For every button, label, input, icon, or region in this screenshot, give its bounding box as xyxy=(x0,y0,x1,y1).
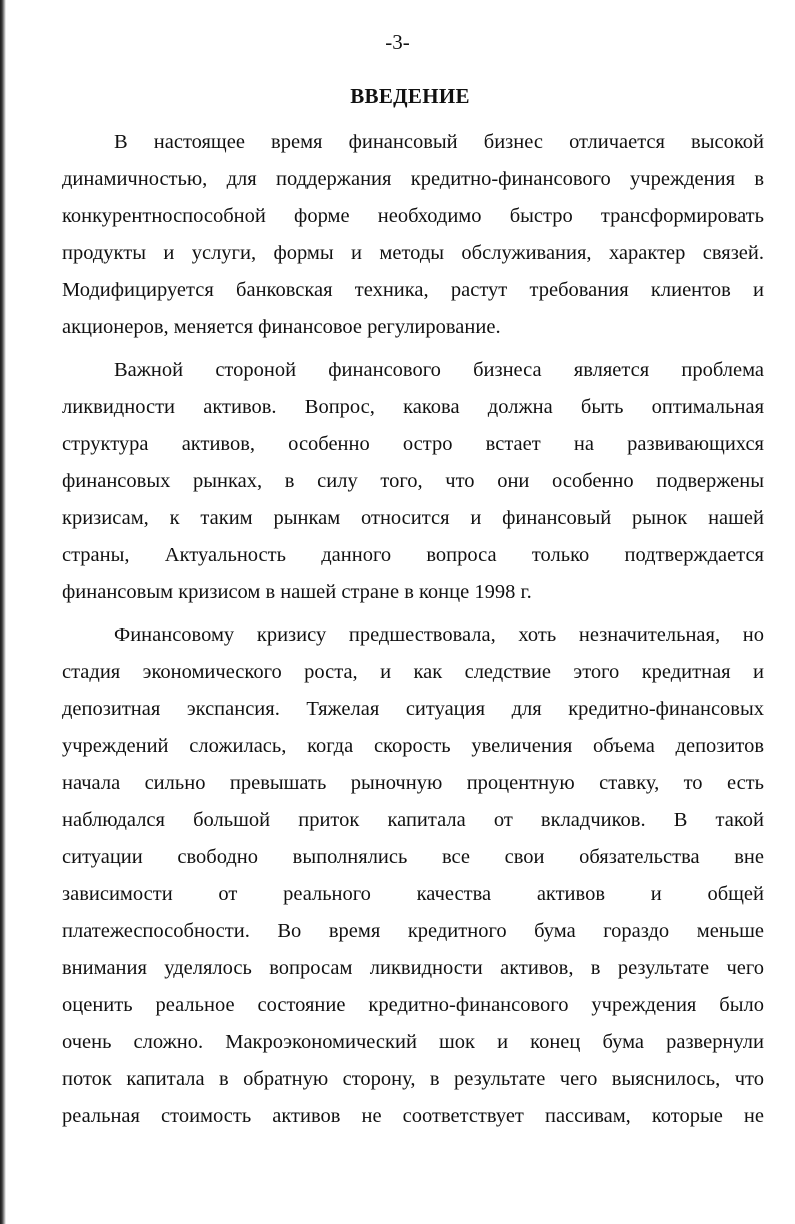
text-line: структура активов, особенно остро встает на развивающихся xyxy=(62,433,764,455)
text-line: финансовых рынках, в силу того, что они особенно подвержены xyxy=(62,470,764,492)
document-body xyxy=(62,124,764,1135)
text-line: зависимости от реального качества активов и общей xyxy=(62,883,764,905)
text-line: страны, Актуальность данного вопроса только подтверждается xyxy=(62,544,764,566)
text-line: ситуации свободно выполнялись все свои обязательства вне xyxy=(62,846,764,868)
text-line: оценить реальное состояние кредитно-финансового учреждения было xyxy=(62,994,764,1016)
text-line: кризисам, к таким рынкам относится и финансовый рынок нашей xyxy=(62,507,764,529)
text-line: ликвидности активов. Вопрос, какова должна быть оптимальная xyxy=(62,396,764,418)
text-line: платежеспособности. Во время кредитного бума гораздо меньше xyxy=(62,920,764,942)
text-line: Финансовому кризису предшествовала, хоть незначительная, но xyxy=(114,624,764,646)
scan-edge-shadow xyxy=(0,0,6,1224)
text-line: В настоящее время финансовый бизнес отличается высокой xyxy=(114,131,764,153)
text-line: акционеров, меняется финансовое регулирование. xyxy=(62,316,501,338)
text-line: стадия экономического роста, и как следствие этого кредитная и xyxy=(62,661,764,683)
paragraph-2 xyxy=(62,352,764,611)
text-line: внимания уделялось вопросам ликвидности активов, в результате чего xyxy=(62,957,764,979)
text-line: депозитная экспансия. Тяжелая ситуация для кредитно-финансовых xyxy=(62,698,764,720)
text-line: реальная стоимость активов не соответствует пассивам, которые не xyxy=(62,1105,764,1127)
text-line: Важной стороной финансового бизнеса является проблема xyxy=(114,359,764,381)
text-line: продукты и услуги, формы и методы обслуживания, характер связей. xyxy=(62,242,764,264)
page-number: -3- xyxy=(385,30,410,54)
section-heading: ВВЕДЕНИЕ xyxy=(350,84,470,108)
text-line: поток капитала в обратную сторону, в результате чего выяснилось, что xyxy=(62,1068,764,1090)
text-line: конкурентноспособной форме необходимо быстро трансформировать xyxy=(62,205,764,227)
paragraph-3 xyxy=(62,617,764,1135)
text-line: динамичностью, для поддержания кредитно-финансового учреждения в xyxy=(62,168,764,190)
text-line: очень сложно. Макроэкономический шок и конец бума развернули xyxy=(62,1031,764,1053)
text-line: учреждений сложилась, когда скорость увеличения объема депозитов xyxy=(62,735,764,757)
text-line: финансовым кризисом в нашей стране в конце 1998 г. xyxy=(62,581,532,603)
text-line: Модифицируется банковская техника, растут требования клиентов и xyxy=(62,279,764,301)
text-line: начала сильно превышать рыночную процентную ставку, то есть xyxy=(62,772,764,794)
text-line: наблюдался большой приток капитала от вкладчиков. В такой xyxy=(62,809,764,831)
paragraph-1 xyxy=(62,124,764,346)
